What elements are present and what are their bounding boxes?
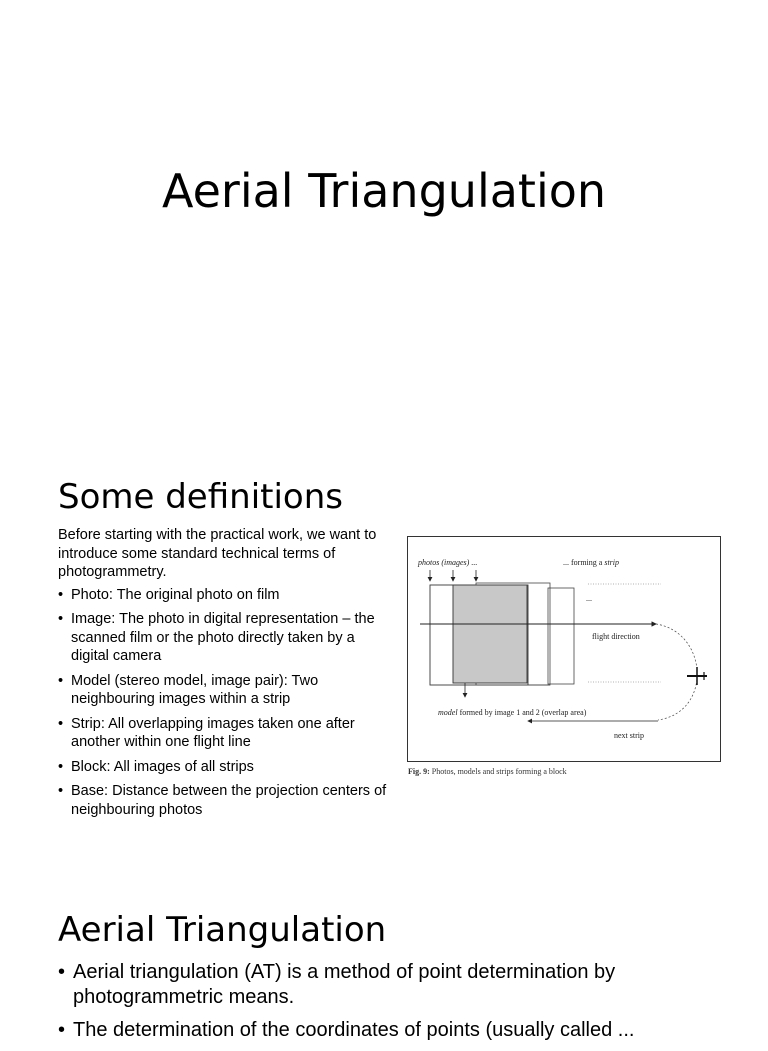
bullet-icon: • (58, 783, 64, 799)
strip-label: ... forming a strip (563, 558, 619, 567)
list-item: • Model (stereo model, image pair): Two neighbouring images within a strip (58, 672, 319, 707)
model-label: model formed by image 1 and 2 (overlap area) (438, 708, 587, 717)
bullet-icon: • (58, 611, 64, 627)
bullet-icon: • (58, 586, 64, 603)
slide-title: Aerial Triangulation (161, 164, 607, 218)
photo-4-frame (548, 588, 574, 684)
list-item: • Image: The photo in digital representation – the scanned film or the photo directly taken by a digital camera (58, 611, 375, 664)
bullet-icon: • (58, 1019, 66, 1041)
bullet-icon: • (58, 961, 66, 983)
flight-direction-label: flight direction (592, 632, 640, 641)
definitions-list (58, 586, 388, 820)
next-strip-label: next strip (614, 731, 644, 740)
section-heading-definitions: Some definitions (58, 477, 343, 517)
list-item: • Strip: All overlapping images taken one after another within one flight line (58, 715, 355, 750)
list-item: • Block: All images of all strips (58, 758, 254, 775)
photo-strip-figure (407, 536, 721, 762)
caption-number: Fig. 9: (408, 767, 430, 776)
dots-label: ... (586, 594, 592, 603)
section-heading-aerial-triangulation: Aerial Triangulation (58, 910, 387, 950)
list-item: • Aerial triangulation (AT) is a method of point determination by photogrammetric means. (58, 961, 616, 1008)
aerial-triangulation-list (58, 960, 738, 1051)
caption-text: Photos, models and strips forming a block (429, 767, 567, 776)
bullet-icon: • (58, 758, 64, 775)
definitions-intro: Before starting with the practical work, we want to introduce some standard technical terms of photogrammetry. (58, 527, 377, 580)
overlap-model-area (453, 585, 527, 683)
bullet-icon: • (58, 715, 64, 732)
definitions-body (58, 526, 388, 825)
turn-curve (656, 624, 697, 720)
bullet-icon: • (58, 672, 64, 689)
strip-diagram (408, 537, 720, 761)
list-item: • Base: Distance between the projection centers of neighbouring photos (58, 783, 387, 818)
airplane-icon (687, 667, 707, 685)
photos-label: photos (images) ... (418, 558, 478, 567)
list-item: • The determination of the coordinates of points (usually called ... (58, 1019, 635, 1041)
list-item: • Photo: The original photo on film (58, 586, 280, 603)
figure-caption (408, 767, 728, 776)
